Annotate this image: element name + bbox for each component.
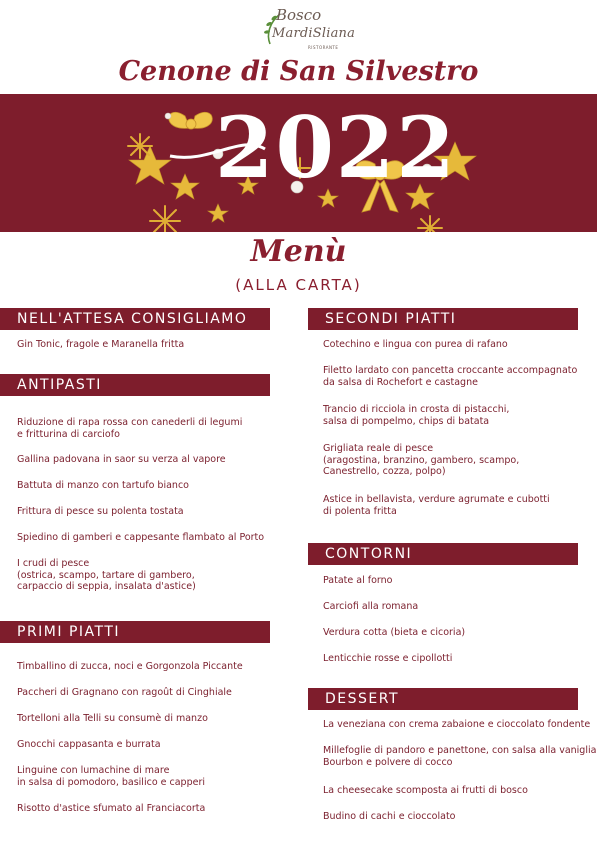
menu-item: Gallina padovana in saor su verza al vapore <box>17 454 226 465</box>
menu-item: Gin Tonic, fragole e Maranella fritta <box>17 339 185 350</box>
menu-item: Filetto lardato con pancetta croccante accompagnato da salsa di Rochefort e castagne <box>323 365 578 388</box>
menu-item: Timballino di zucca, noci e Gorgonzola Piccante <box>17 661 243 672</box>
menu-item: Paccheri di Gragnano con ragoût di Cinghiale <box>17 687 232 698</box>
menu-title: Menù <box>250 234 347 269</box>
menu-item: Linguine con lumachine di mare in salsa di pomodoro, basilico e capperi <box>17 765 206 788</box>
menu-item: Frittura di pesce su polenta tostata <box>17 506 184 517</box>
menu-item: La cheesecake scomposta ai frutti di bosco <box>323 785 528 796</box>
logo-line-3: RISTORANTE <box>308 45 339 50</box>
menu-item: Verdura cotta (bieta e cicoria) <box>323 627 466 638</box>
logo-line-2: MardiSliana <box>272 26 356 41</box>
menu-item: Spiedino di gamberi e cappesante flambato al Porto <box>17 532 265 543</box>
menu-item: La veneziana con crema zabaione e cioccolato fondente <box>323 719 591 730</box>
menu-item: Lenticchie rosse e cipollotti <box>323 653 453 664</box>
menu-item: I crudi di pesce (ostrica, scampo, tartare di gambero, carpaccio di seppia, insalata d'astice) <box>17 558 196 592</box>
section-header-primi: PRIMI PIATTI <box>0 621 270 643</box>
logo-line-1: Bosco <box>276 6 322 24</box>
menu-item: Riduzione di rapa rossa con canederli di legumi e fritturina di carciofo <box>17 417 243 440</box>
section-header-dessert: DESSERT <box>308 688 578 710</box>
page-title: Cenone di San Silvestro <box>118 56 479 87</box>
menu-item: Patate al forno <box>323 575 393 586</box>
restaurant-logo <box>250 4 356 56</box>
menu-item: Astice in bellavista, verdure agrumate e cubotti di polenta fritta <box>323 494 550 517</box>
section-header-antipasti: ANTIPASTI <box>0 374 270 396</box>
menu-item: Gnocchi cappasanta e burrata <box>17 739 161 750</box>
menu-item: Tortelloni alla Telli su consumè di manzo <box>17 713 208 724</box>
menu-item: Cotechino e lingua con purea di rafano <box>323 339 508 350</box>
menu-item: Grigliata reale di pesce (aragostina, branzino, gambero, scampo, Canestrello, cozza, polpo) <box>323 443 520 477</box>
section-header-secondi: SECONDI PIATTI <box>308 308 578 330</box>
menu-subtitle: (ALLA CARTA) <box>235 276 362 294</box>
menu-item: Budino di cachi e cioccolato <box>323 811 456 822</box>
menu-item: Risotto d'astice sfumato al Franciacorta <box>17 803 206 814</box>
menu-item: Millefoglie di pandoro e panettone, con salsa alla vaniglia Bourbon e polvere di cocco <box>323 745 597 768</box>
section-header-contorni: CONTORNI <box>308 543 578 565</box>
menu-item: Carciofi alla romana <box>323 601 419 612</box>
menu-item: Battuta di manzo con tartufo bianco <box>17 480 189 491</box>
year-heading: 2022 <box>215 98 457 197</box>
section-header-attesa: NELL'ATTESA CONSIGLIAMO <box>0 308 270 330</box>
menu-item: Trancio di ricciola in crosta di pistacchi, salsa di pompelmo, chips di batata <box>323 404 510 427</box>
